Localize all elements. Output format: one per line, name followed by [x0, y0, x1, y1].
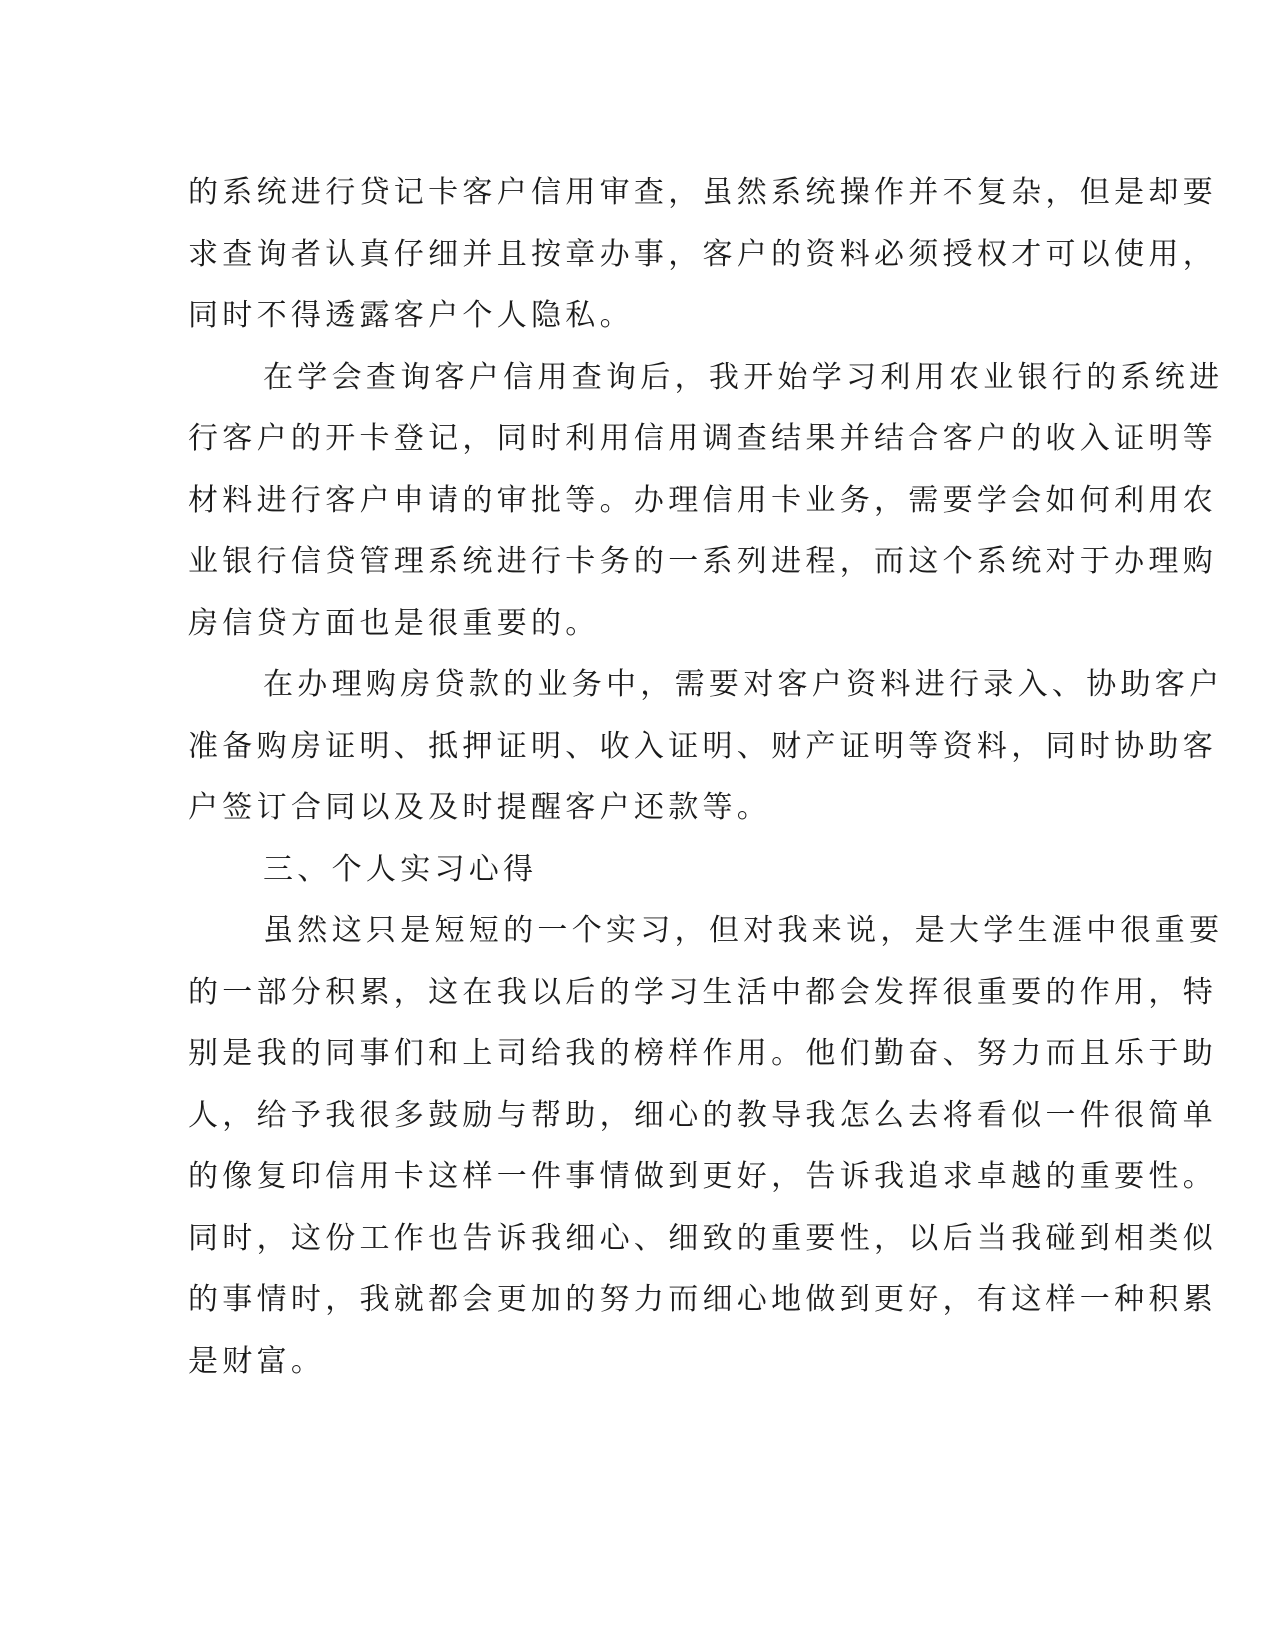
text-line: 准备购房证明、抵押证明、收入证明、财产证明等资料，同时协助客	[188, 728, 1217, 764]
paragraph-start-line: 在学会查询客户信用查询后，我开始学习利用农业银行的系统进	[263, 359, 1224, 395]
text-line: 业银行信贷管理系统进行卡务的一系列进程，而这个系统对于办理购	[188, 544, 1217, 579]
text-line: 的事情时，我就都会更加的努力而细心地做到更好，有这样一种积累	[188, 1282, 1217, 1317]
text-line: 户签订合同以及及时提醒客户还款等。	[188, 790, 772, 825]
paragraph-start-line: 虽然这只是短短的一个实习，但对我来说，是大学生涯中很重要	[263, 913, 1224, 948]
text-line: 材料进行客户申请的审批等。办理信用卡业务，需要学会如何利用农	[188, 482, 1217, 518]
text-line: 人，给予我很多鼓励与帮助，细心的教导我怎么去将看似一件很简单	[188, 1097, 1217, 1133]
section-heading: 三、个人实习心得	[263, 851, 538, 887]
text-line: 同时，这份工作也告诉我细心、细致的重要性，以后当我碰到相类似	[188, 1220, 1217, 1256]
text-line: 房信贷方面也是很重要的。	[188, 605, 600, 641]
paragraph-start-line: 在办理购房贷款的业务中，需要对客户资料进行录入、协助客户	[263, 667, 1224, 702]
text-line: 行客户的开卡登记，同时利用信用调查结果并结合客户的收入证明等	[188, 421, 1217, 456]
text-line: 是财富。	[188, 1343, 326, 1379]
text-line: 求查询者认真仔细并且按章办事，客户的资料必须授权才可以使用，	[188, 236, 1217, 272]
text-line: 的一部分积累，这在我以后的学习生活中都会发挥很重要的作用，特	[188, 974, 1217, 1010]
body-text	[188, 162, 1224, 1392]
text-line: 的像复印信用卡这样一件事情做到更好，告诉我追求卓越的重要性。	[188, 1159, 1217, 1194]
text-line: 的系统进行贷记卡客户信用审查，虽然系统操作并不复杂，但是却要	[188, 175, 1217, 210]
text-line: 同时不得透露客户个人隐私。	[188, 298, 634, 333]
text-line: 别是我的同事们和上司给我的榜样作用。他们勤奋、努力而且乐于助	[188, 1036, 1217, 1071]
